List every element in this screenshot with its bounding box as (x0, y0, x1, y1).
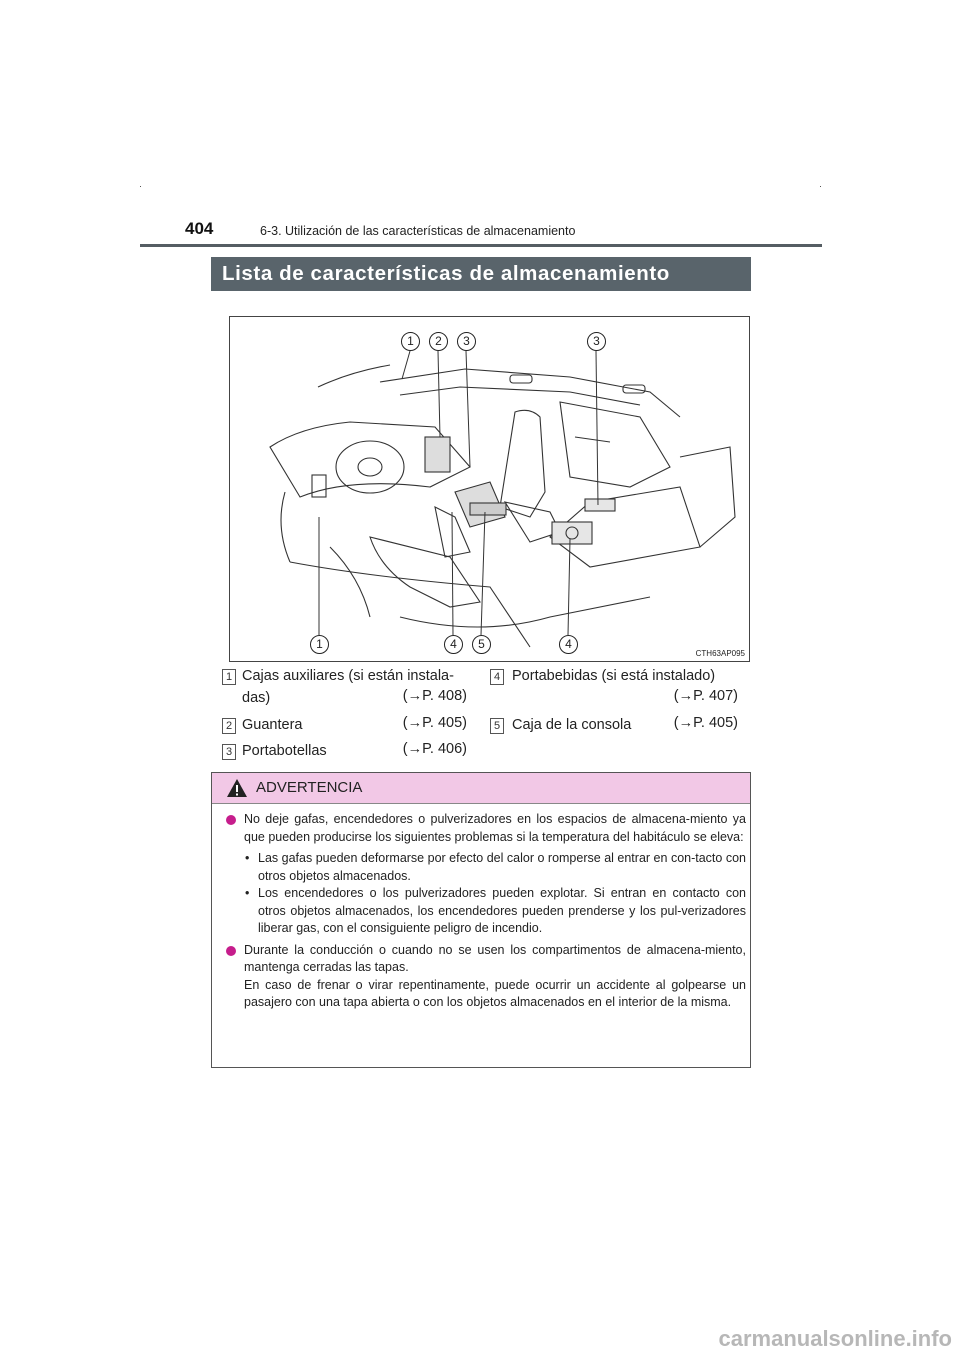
callout-3-top-rear: 3 (587, 332, 606, 351)
legend-label: Caja de la consola (512, 717, 632, 733)
warning-body (226, 811, 746, 1016)
warning-bullet-text: Durante la conducción o cuando no se usen los compartimentos de almacena-miento, mantenga cerradas las tapas. (244, 942, 746, 974)
callout-4-bottom: 4 (444, 635, 463, 654)
sub-bullet-mark: • (245, 886, 250, 900)
legend-number: 3 (222, 744, 236, 760)
legend-ref: (→P. 405) (673, 715, 738, 731)
legend-label: Portabebidas (si está instalado) (512, 668, 716, 684)
legend-number: 5 (490, 718, 504, 734)
page-number: 404 (185, 219, 214, 238)
warning-bullet-text: No deje gafas, encendedores o pulverizadores en los espacios de almacena-miento ya que pueden producirse los siguientes problemas si la temperatura del habitáculo se eleva: (244, 812, 746, 844)
warning-sub-text: Los encendedores o los pulverizadores pueden explotar. Si entran en contacto con otros objetos almacenados, los encendedores pueden prenderse y los pul-verizadores liberar gas, con el consiguiente peligro de incendio. (258, 886, 746, 935)
legend-label: Guantera (242, 717, 303, 733)
crop-mark-right (820, 186, 821, 187)
warning-bullet (226, 942, 746, 1012)
car-interior-drawing (230, 317, 749, 661)
section-title: 6-3. Utilización de las características de almacenamiento (260, 224, 576, 238)
legend-label-cont: das) (242, 690, 271, 706)
callout-1-top: 1 (401, 332, 420, 351)
callout-4-bottom-rear: 4 (559, 635, 578, 654)
callout-5-bottom: 5 (472, 635, 491, 654)
legend-number: 1 (222, 669, 236, 685)
callout-1-bottom: 1 (310, 635, 329, 654)
warning-title: ADVERTENCIA (256, 779, 363, 796)
callout-3-top: 3 (457, 332, 476, 351)
sub-bullet-mark: • (245, 851, 250, 865)
legend-ref: (→P. 405) (402, 715, 467, 731)
legend-ref: (→P. 406) (402, 741, 467, 757)
warning-sub-item (226, 850, 746, 885)
warning-bullet-text-cont: En caso de frenar o virar repentinamente, puede ocurrir un accidente al golpearse un pasajero con una tapa abierta o con los objetos almacenados en el interior de la misma. (244, 977, 746, 1009)
page-title: Lista de características de almacenamiento (211, 257, 751, 291)
interior-illustration (229, 316, 750, 662)
warning-sub-item (226, 885, 746, 938)
legend-label: Cajas auxiliares (si están instala- (242, 668, 454, 684)
warning-header (212, 773, 750, 804)
crop-mark-left (140, 186, 141, 187)
figure-code: CTH63AP095 (695, 649, 745, 658)
watermark: carmanualsonline.info (718, 1326, 952, 1351)
callout-2-top: 2 (429, 332, 448, 351)
bullet-dot-icon (226, 946, 236, 956)
legend-number: 2 (222, 718, 236, 734)
warning-bullet (226, 811, 746, 846)
warning-box (211, 772, 751, 1068)
legend-number: 4 (490, 669, 504, 685)
legend-ref: (→P. 407) (673, 688, 738, 704)
legend-label: Portabotellas (242, 743, 327, 759)
warning-triangle-icon (226, 778, 248, 798)
legend-ref: (→P. 408) (402, 688, 467, 704)
bullet-dot-icon (226, 815, 236, 825)
page-header (140, 219, 822, 245)
header-rule (140, 244, 822, 247)
warning-sub-text: Las gafas pueden deformarse por efecto del calor o romperse al entrar en con-tacto con otros objetos almacenados. (258, 851, 746, 883)
